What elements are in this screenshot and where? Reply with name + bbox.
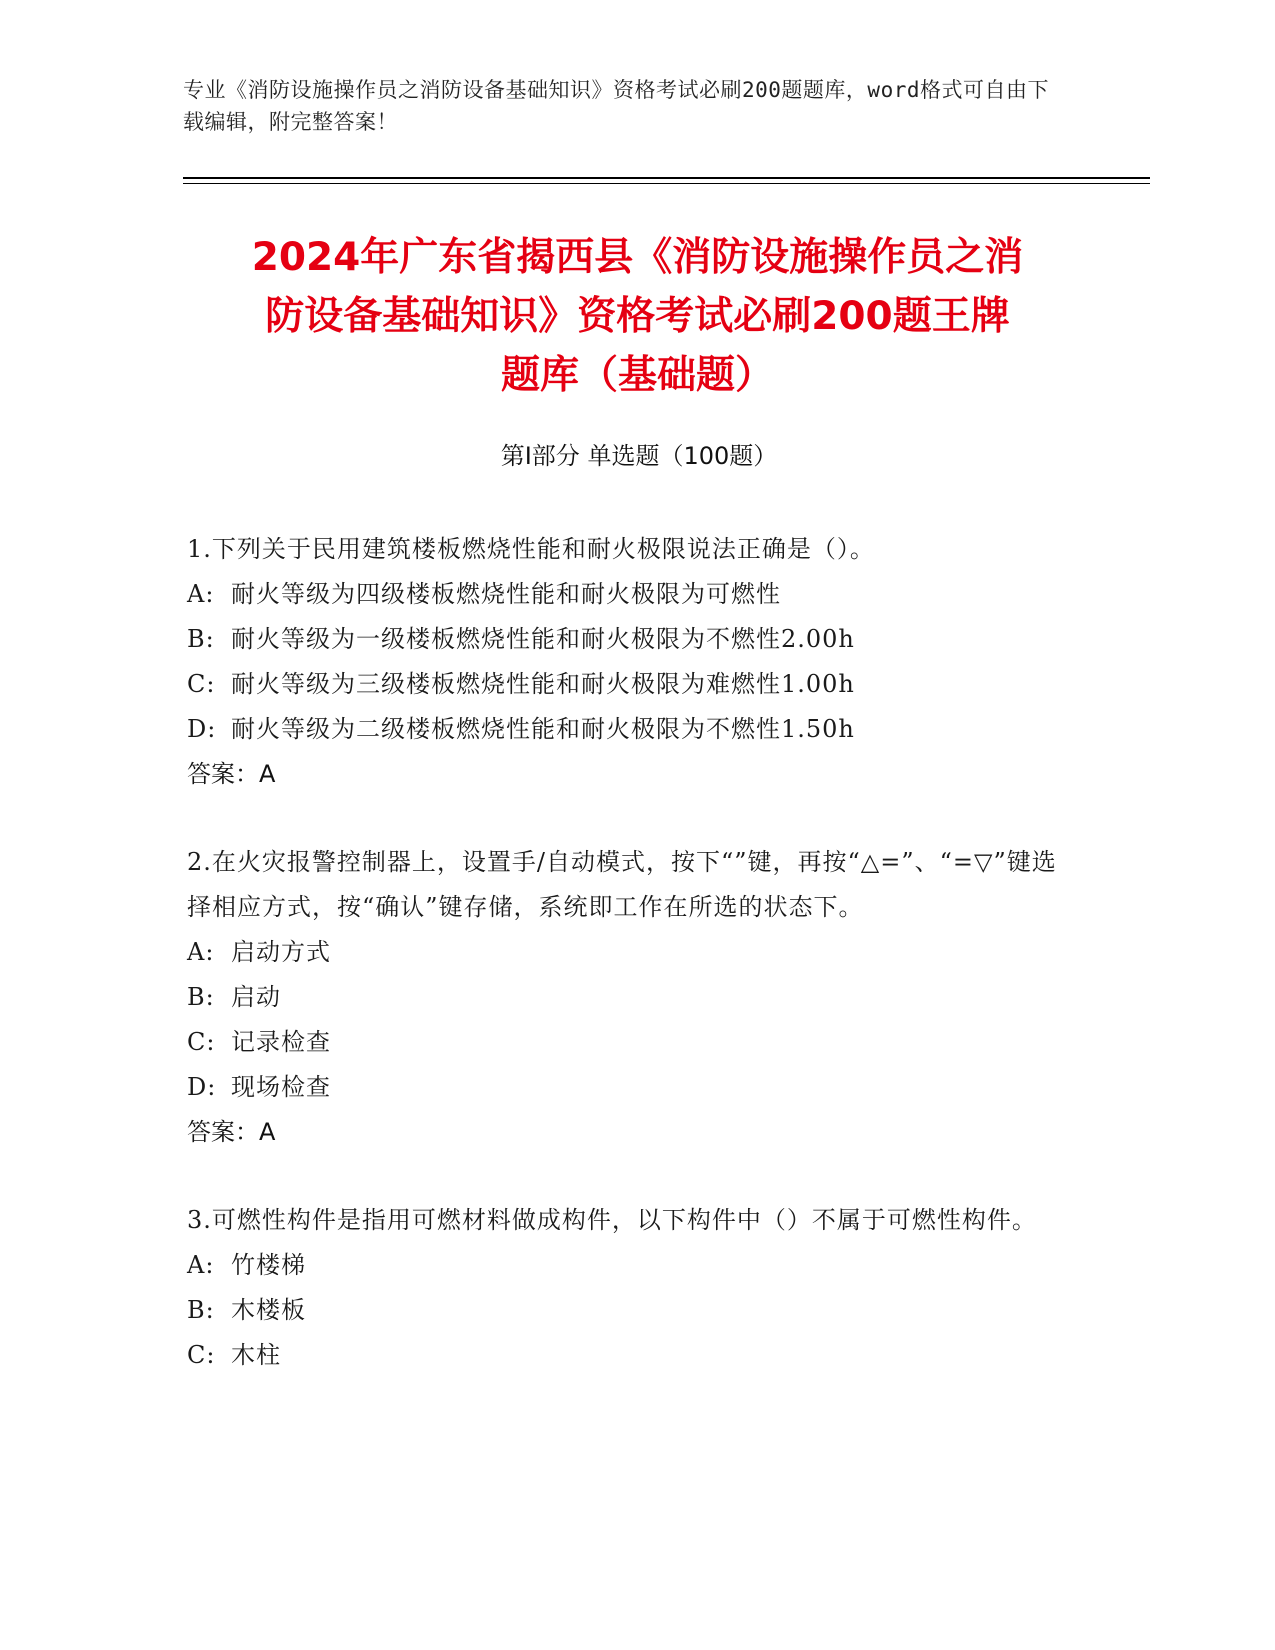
question-3 (187, 1198, 1067, 1378)
header-rule-thick (183, 177, 1150, 179)
option-text: 木楼板 (231, 1296, 306, 1324)
question-stem: 3.可燃性构件是指用可燃材料做成构件，以下构件中（）不属于可燃性构件。 (187, 1206, 1037, 1234)
option-text: 现场检查 (231, 1073, 331, 1101)
question-2 (187, 840, 1067, 1155)
option-text: 记录检查 (231, 1028, 331, 1056)
header-rule-thin (183, 183, 1150, 184)
option-d (187, 707, 1067, 752)
option-key: B: (187, 625, 215, 653)
option-b (187, 1288, 1067, 1333)
option-b (187, 975, 1067, 1020)
document-title (160, 228, 1115, 405)
question-stem: 2.在火灾报警控制器上，设置手/自动模式，按下“”键，再按“△=”、“=▽”键选择相应方式，按“确认”键存储，系统即工作在所选的状态下。 (187, 848, 1057, 921)
option-text: 木柱 (231, 1341, 281, 1369)
option-text: 耐火等级为三级楼板燃烧性能和耐火极限为难燃性1.00h (231, 670, 855, 698)
option-b (187, 617, 1067, 662)
option-text: 耐火等级为一级楼板燃烧性能和耐火极限为不燃性2.00h (231, 625, 855, 653)
option-text: 耐火等级为四级楼板燃烧性能和耐火极限为可燃性 (231, 580, 781, 608)
option-c (187, 1333, 1067, 1378)
option-text: 竹楼梯 (231, 1251, 306, 1279)
option-key: C: (187, 1341, 216, 1369)
section-heading: 第Ⅰ部分 单选题（100题） (500, 442, 778, 470)
option-key: C: (187, 1028, 216, 1056)
option-key: D: (187, 1073, 217, 1101)
option-key: B: (187, 983, 215, 1011)
title-line-3: 题库（基础题） (500, 353, 774, 398)
option-a (187, 1243, 1067, 1288)
answer: 答案：A (187, 760, 276, 788)
option-c (187, 1020, 1067, 1065)
header-note: 专业《消防设施操作员之消防设备基础知识》资格考试必刷200题题库，word格式可自由下载编辑，附完整答案！ (183, 78, 1049, 134)
question-1 (187, 527, 1067, 797)
answer: 答案：A (187, 1118, 276, 1146)
option-key: A: (187, 1251, 215, 1279)
option-c (187, 662, 1067, 707)
option-text: 启动方式 (231, 938, 331, 966)
option-key: D: (187, 715, 217, 743)
option-a (187, 572, 1067, 617)
title-line-1: 2024年广东省揭西县《消防设施操作员之消 (251, 235, 1024, 280)
question-list (187, 527, 1067, 1421)
option-key: B: (187, 1296, 215, 1324)
option-key: A: (187, 580, 215, 608)
option-text: 启动 (231, 983, 281, 1011)
title-line-2: 防设备基础知识》资格考试必刷200题王牌 (265, 294, 1010, 339)
option-a (187, 930, 1067, 975)
option-d (187, 1065, 1067, 1110)
option-key: A: (187, 938, 215, 966)
option-key: C: (187, 670, 216, 698)
question-stem: 1.下列关于民用建筑楼板燃烧性能和耐火极限说法正确是（）。 (187, 535, 875, 563)
option-text: 耐火等级为二级楼板燃烧性能和耐火极限为不燃性1.50h (231, 715, 855, 743)
